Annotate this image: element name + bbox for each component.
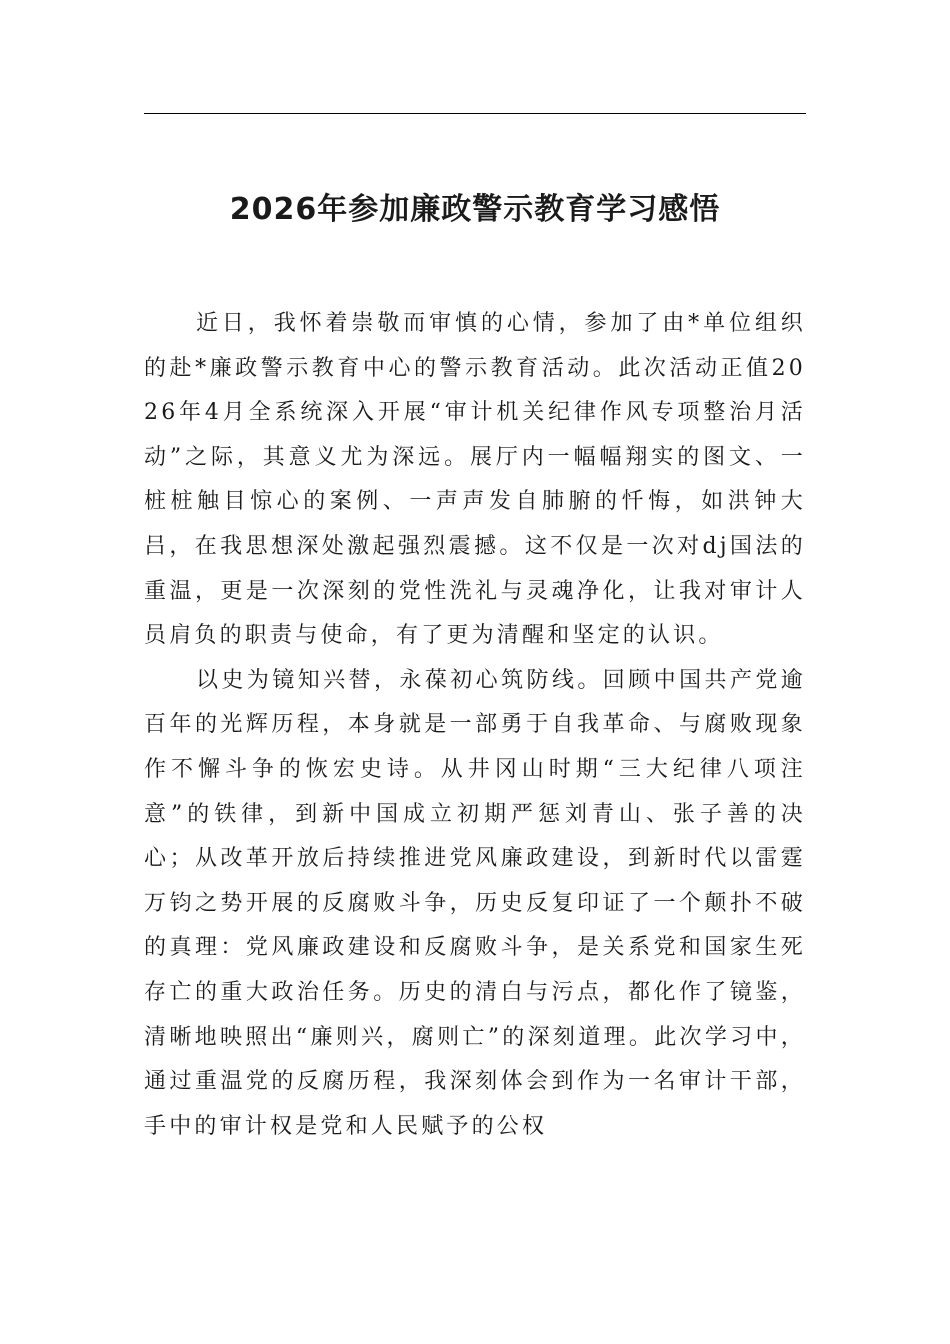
header-divider-line — [144, 113, 806, 114]
body-paragraph-1: 近日，我怀着崇敬而审慎的心情，参加了由*单位组织的赴*廉政警示教育中心的警示教育活动。此次活动正值2026年4月全系统深入开展“审计机关纪律作风专项整治月活动”之际，其意义尤为深远。展厅内一幅幅翔实的图文、一桩桩触目惊心的案例、一声声发自肺腑的忏悔，如洪钟大吕，在我思想深处激起强烈震撼。这不仅是一次对dj国法的重温，更是一次深刻的党性洗礼与灵魂净化，让我对审计人员肩负的职责与使命，有了更为清醒和坚定的认识。 — [144, 311, 806, 649]
body-paragraph-2: 以史为镜知兴替，永葆初心筑防线。回顾中国共产党逾百年的光辉历程，本身就是一部勇于自我革命、与腐败现象作不懈斗争的恢宏史诗。从井冈山时期“三大纪律八项注意”的铁律，到新中国成立初期严惩刘青山、张子善的决心；从改革开放后持续推进党风廉政建设，到新时代以雷霆万钧之势开展的反腐败斗争，历史反复印证了一个颠扑不破的真理：党风廉政建设和反腐败斗争，是关系党和国家生死存亡的重大政治任务。历史的清白与污点，都化作了镜鉴，清晰地映照出“廉则兴，腐则亡”的深刻道理。此次学习中，通过重温党的反腐历程，我深刻体会到作为一名审计干部，手中的审计权是党和人民赋予的公权 — [144, 667, 806, 1139]
document-body — [144, 302, 806, 1149]
document-title: 2026年参加廉政警示教育学习感悟 — [229, 192, 721, 227]
